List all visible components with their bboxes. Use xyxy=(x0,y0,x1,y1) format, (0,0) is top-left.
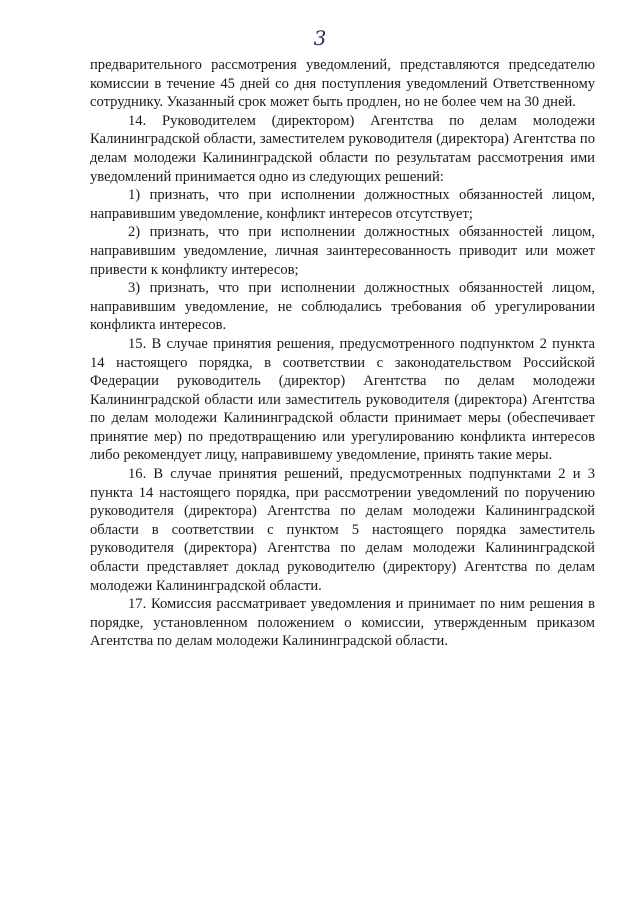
paragraph-14-item-1: 1) признать, что при исполнении должностных обязанностей лицом, направившим уведомление, конфликт интересов отсутствует; xyxy=(90,187,595,222)
paragraph-14: 14. Руководителем (директором) Агентства по делам молодежи Калининградской области, заместителем руководителя (директора) Агентства по делам молодежи Калининградской области по результатам рассмотрения ими уведомлений принимается одно из следующих решений: xyxy=(90,112,595,185)
paragraph-16: 16. В случае принятия решений, предусмотренных подпунктами 2 и 3 пункта 14 настоящего порядка, при рассмотрении уведомлений по поручению руководителя (директора) Агентства по делам молодежи Калининградской области в соответствии с пунктом 5 настоящего порядка заместитель руководителя (директора) Агентства по делам молодежи Калининградской области представляет доклад руководителю (директору) Агентства по делам молодежи Калининградской области. xyxy=(90,466,595,594)
paragraph-continuation: предварительного рассмотрения уведомлений, представляются председателю комиссии в течение 45 дней со дня поступления уведомлений Ответственному сотруднику. Указанный срок может быть продлен, но не более чем на 30 дней. xyxy=(90,57,595,111)
paragraph-14-item-3: 3) признать, что при исполнении должностных обязанностей лицом, направившим уведомление, не соблюдались требования об урегулировании конфликта интересов. xyxy=(90,280,595,334)
document-body xyxy=(90,56,595,651)
page-number: 3 xyxy=(313,26,327,50)
paragraph-17: 17. Комиссия рассматривает уведомления и принимает по ним решения в порядке, установленном положением о комиссии, утвержденным приказом Агентства по делам молодежи Калининградской области. xyxy=(90,596,595,650)
paragraph-15: 15. В случае принятия решения, предусмотренного подпунктом 2 пункта 14 настоящего порядка, в соответствии с законодательством Российской Федерации руководитель (директор) Агентства по делам молодежи Калининградской области или заместитель руководителя (директора) Агентства по делам молодежи Калининградской области принимает меры (обеспечивает принятие мер) по предотвращению или урегулированию конфликта интересов либо рекомендует лицу, направившему уведомление, принять такие меры. xyxy=(90,335,595,464)
paragraph-14-item-2: 2) признать, что при исполнении должностных обязанностей лицом, направившим уведомление, личная заинтересованность приводит или может привести к конфликту интересов; xyxy=(90,224,595,278)
